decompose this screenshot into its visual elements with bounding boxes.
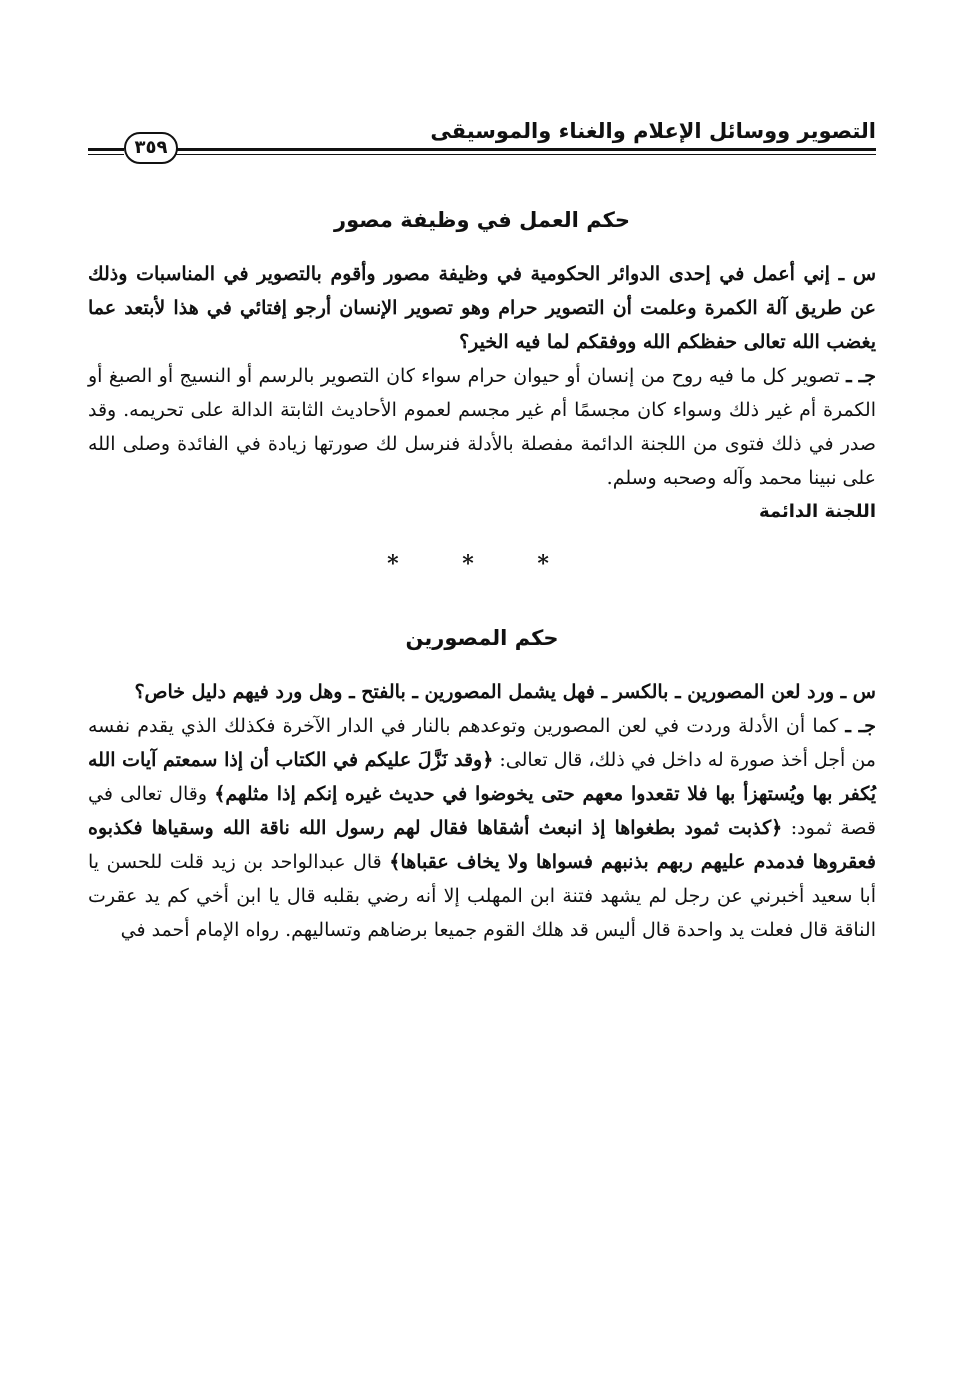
answer-2	[88, 709, 876, 947]
answer-label: جـ ـ	[846, 365, 876, 387]
answer-text-part-2: وقال تعالى في قصة ثمود:	[88, 783, 876, 839]
answer-label: جـ ـ	[845, 715, 876, 737]
question-2	[88, 675, 876, 709]
signature: اللجنة الدائمة	[758, 501, 876, 522]
answer-text-part-3: قال عبدالواحد بن زيد قلت للحسن يا أبا سعيد أخبرني عن رجل لم يشهد فتنة ابن المهلب إلا أنه رضي بقلبه قال يا ابن أخي كم يد عقرت الناقة قال فعلت يد واحدة قال أليس قد هلك القوم جميعا برضاهم وتساليهم. رواه الإمام أحمد في	[88, 851, 876, 941]
question-1	[88, 257, 876, 359]
quran-verse-2: ﴿كذبت ثمود بطغواها إذ انبعث أشقاها فقال لهم رسول الله ناقة الله وسقياها فكذبوه فعقروها فدمدم عليهم ربهم بذنبهم فسواها ولا يخاف عقباها﴾	[88, 817, 876, 873]
section-title-photographers: حكم المصورين	[405, 626, 559, 650]
header-rule	[174, 148, 876, 151]
header-rule-thin	[174, 154, 876, 155]
question-label: س ـ	[838, 263, 877, 285]
answer-text-part-1: كما أن الأدلة وردت في لعن المصورين وتوعدهم بالنار في الدار الآخرة فكذلك الذي يقدم نفسه من أجل أخذ صورة له داخل في ذلك، قال تعالى:	[88, 715, 876, 771]
running-header	[88, 118, 876, 158]
section-title-photographer-job: حكم العمل في وظيفة مصور	[333, 208, 631, 232]
page-content	[88, 205, 876, 947]
question-text: إني أعمل في إحدى الدوائر الحكومية في وظيفة مصور وأقوم بالتصوير في المناسبات وذلك عن طريق آلة الكمرة وعلمت أن التصوير حرام وهو تصوير الإنسان أرجو إفتائي في هذا لأبتعد عما يغضب الله تعالى حفظكم الله ووفقكم لما فيه الخير؟	[88, 263, 876, 353]
header-rule-left-thin	[88, 154, 124, 155]
answer-text: تصوير كل ما فيه روح من إنسان أو حيوان حرام سواء كان التصوير بالرسم أو النسيج أو الصبغ أو الكمرة أم غير ذلك وسواء كان مجسمًا أم غير مجسم لعموم الأحاديث الثابتة الدالة على تحريمه. وقد صدر في ذلك فتوى من اللجنة الدائمة مفصلة بالأدلة فنرسل لك صورتها زيادة في الفائدة وصلى الله على نبينا محمد وآله وصحبه وسلم.	[88, 365, 876, 489]
header-title: التصوير ووسائل الإعلام والغناء والموسيقى	[430, 119, 876, 143]
section-separator: * * *	[387, 551, 577, 577]
question-label: س ـ	[840, 681, 876, 703]
quran-verse-1: ﴿وقد نَزَّلَ عليكم في الكتاب أن إذا سمعتم آيات الله يُكفر بها ويُستهزأ بها فلا تقعدوا معهم حتى يخوضوا في حديث غيره إنكم إذا مثلهم﴾	[87, 749, 876, 805]
answer-1	[88, 359, 876, 495]
question-text: ورد لعن المصورين ـ بالكسر ـ فهل يشمل المصورين ـ بالفتح ـ وهل ورد فيهم دليل خاص؟	[134, 681, 834, 703]
page-number: ٣٥٩	[124, 132, 178, 164]
header-rule-left	[88, 148, 124, 151]
